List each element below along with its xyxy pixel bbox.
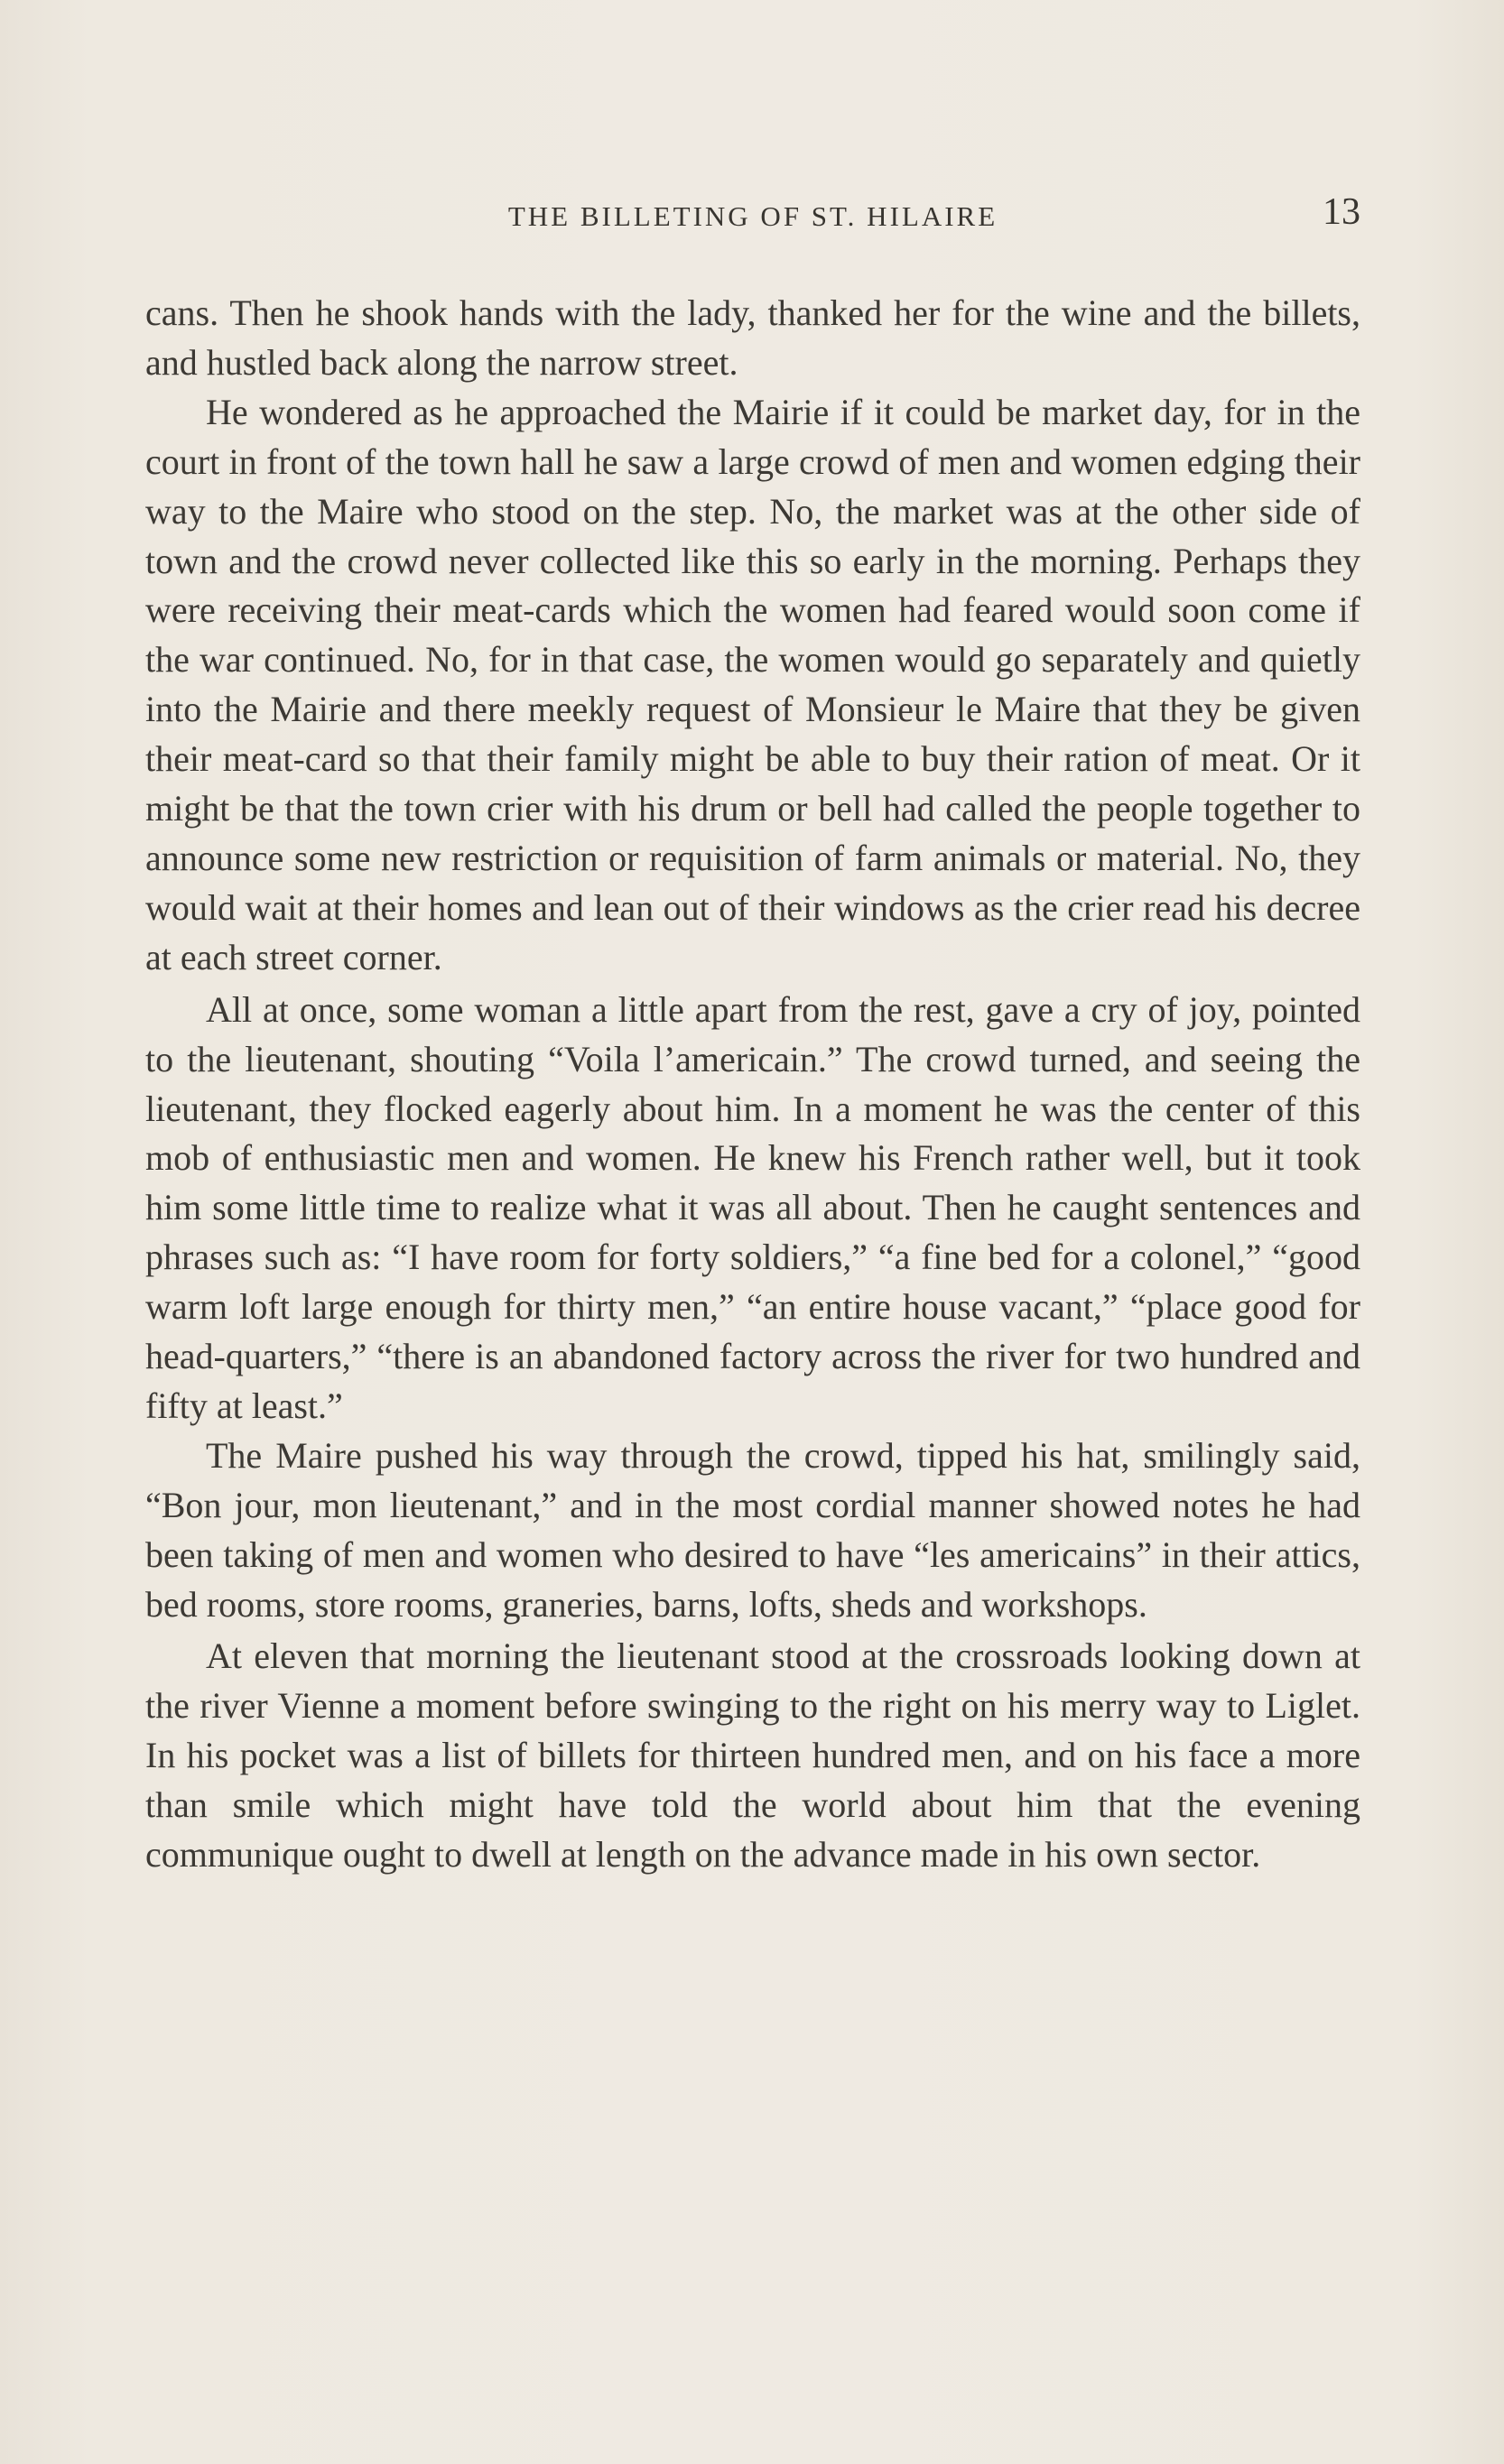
paragraph-5: At eleven that morning the lieutenant stood at the crossroads looking down at the river Vienne a moment before swinging to the right on his merry way to Liglet. In his pocket was a list of billets for thirteen hundred men, and on his face a more than smile which might have told the world about him that the evening communique ought to dwell at length on the advance made in his own sector.	[145, 1635, 1360, 1876]
running-title: THE BILLETING OF ST. HILAIRE	[507, 200, 998, 232]
paragraph-1: cans. Then he shook hands with the lady, thanked her for the wine and the billets, and hustled back along the narrow street.	[145, 292, 1360, 383]
paragraph-2: He wondered as he approached the Mairie if it could be market day, for in the court in front of the town hall he saw a large crowd of men and women edging their way to the Maire who stood on the step. No, the market was at the other side of town and the crowd never collected like this so early in the morning. Perhaps they were receiving their meat-cards which the women had feared would soon come if the war continued. No, for in that case, the women would go separately and quietly into the Mairie and there meekly request of Monsieur le Maire that they be given their meat-card so that their family might be able to buy their ration of meat. Or it might be that the town crier with his drum or bell had called the people together to announce some new restriction or requisition of farm animals or material. No, they would wait at their homes and lean out of their windows as the crier read his decree at each street corner.	[145, 391, 1360, 977]
paragraph-4: The Maire pushed his way through the crowd, tipped his hat, smilingly said, “Bon jour, mon lieutenant,” and in the most cordial manner showed notes he had been taking of men and women who desired to have “les americains” in their attics, bed rooms, store rooms, graneries, barns, lofts, sheds and workshops.	[145, 1434, 1360, 1625]
running-head	[145, 188, 1360, 242]
paragraph-3: All at once, some woman a little apart from the rest, gave a cry of joy, pointed to the lieutenant, shouting “Voila l’americain.” The crowd turned, and seeing the lieutenant, they flocked eagerly about him. In a moment he was the center of this mob of enthusiastic men and women. He knew his French rather well, but it took him some little time to realize what it was all about. Then he caught sentences and phrases such as: “I have room for forty soldiers,” “a fine bed for a colonel,” “good warm loft large enough for thirty men,” “an entire house vacant,” “place good for head-quarters,” “there is an abandoned factory across the river for two hundred and fifty at least.”	[145, 988, 1360, 1426]
page-number: 13	[1323, 191, 1360, 233]
body-text	[145, 289, 1360, 1880]
